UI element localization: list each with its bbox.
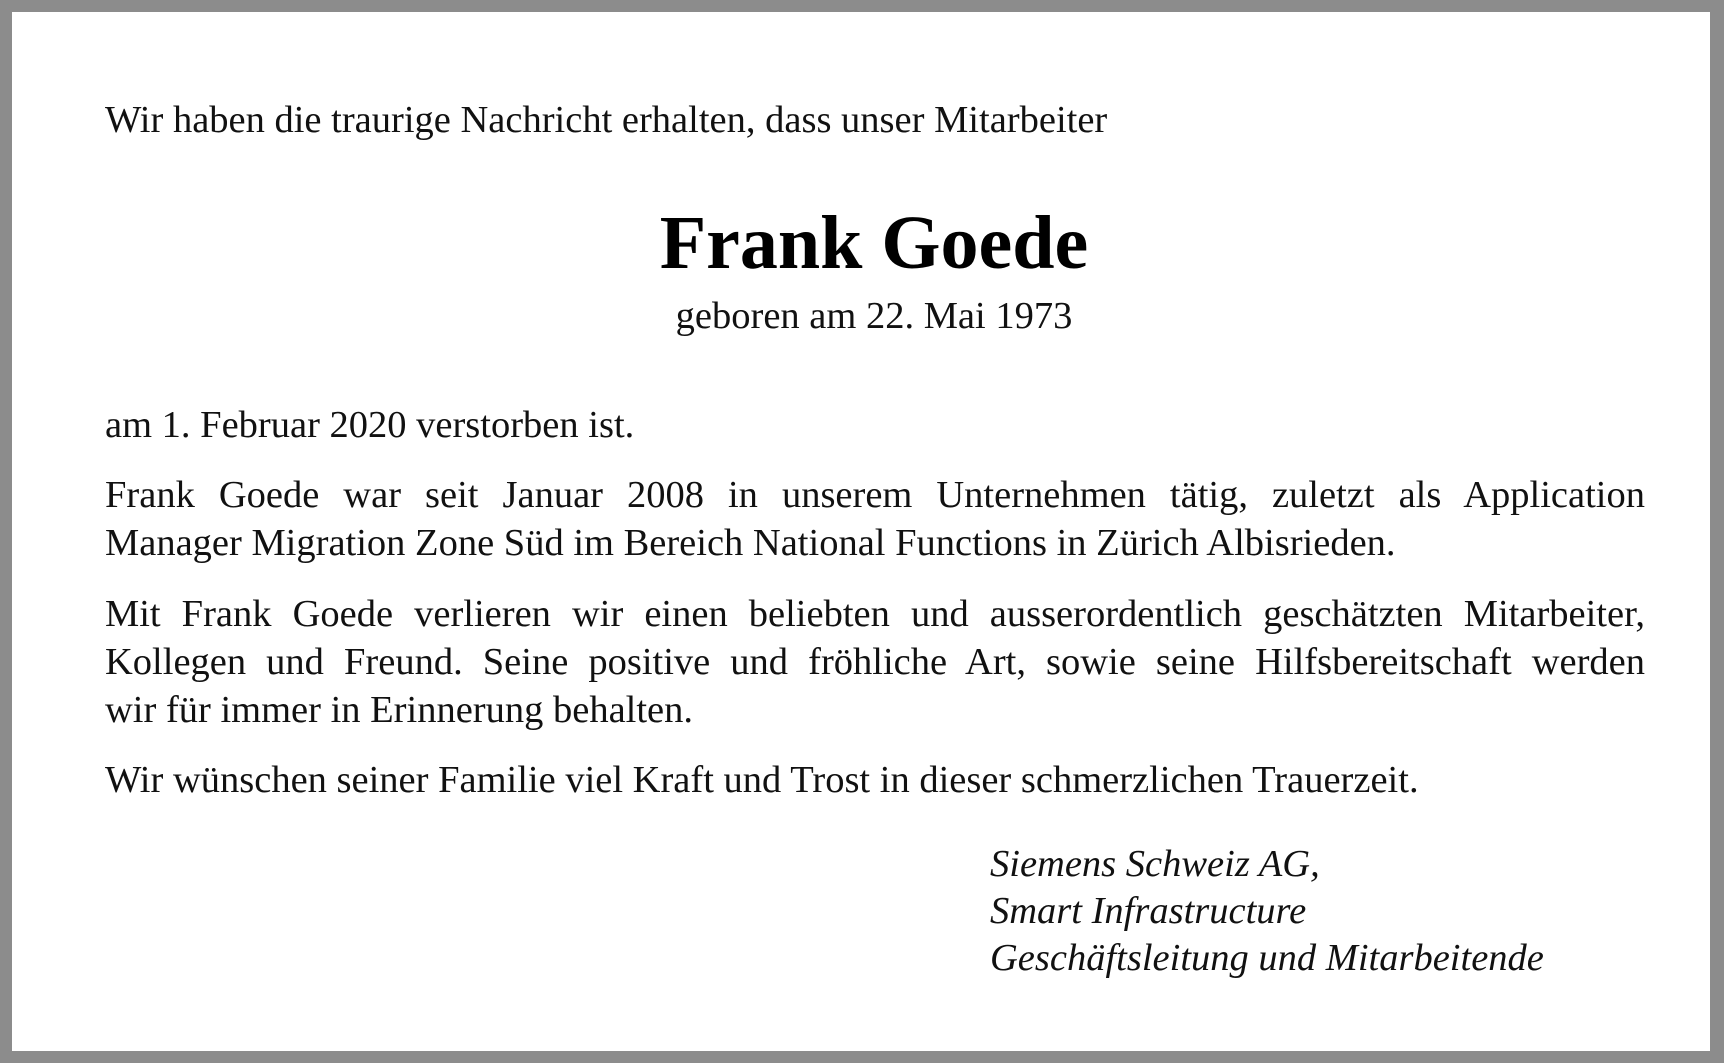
paragraph-line: Manager Migration Zone Süd im Bereich National Functions in Zürich Albisrieden.	[105, 522, 1396, 564]
deceased-name: Frank Goede	[659, 201, 1089, 285]
paragraph-line: Kollegen und Freund. Seine positive und fröhliche Art, sowie seine Hilfsbereitschaft werden	[105, 641, 1645, 683]
intro-text: Wir haben die traurige Nachricht erhalten, dass unser Mitarbeiter	[105, 99, 1108, 141]
birth-date: geboren am 22. Mai 1973	[675, 295, 1073, 337]
tribute-paragraph	[105, 590, 1645, 734]
death-date: am 1. Februar 2020 verstorben ist.	[105, 404, 635, 446]
employment-paragraph	[105, 471, 1645, 567]
signature-signatories: Geschäftsleitung und Mitarbeitende	[990, 937, 1544, 979]
paragraph-line: Mit Frank Goede verlieren wir einen beliebten und ausserordentlich geschätzten Mitarbeiter,	[105, 593, 1645, 635]
paragraph-line: Frank Goede war seit Januar 2008 in unserem Unternehmen tätig, zuletzt als Application	[105, 474, 1645, 516]
signature-company: Siemens Schweiz AG,	[990, 843, 1320, 885]
condolence-paragraph: Wir wünschen seiner Familie viel Kraft und Trost in dieser schmerzlichen Trauerzeit.	[105, 759, 1419, 801]
paragraph-line: wir für immer in Erinnerung behalten.	[105, 689, 694, 731]
signature-block	[990, 841, 1544, 982]
signature-division: Smart Infrastructure	[990, 890, 1307, 932]
